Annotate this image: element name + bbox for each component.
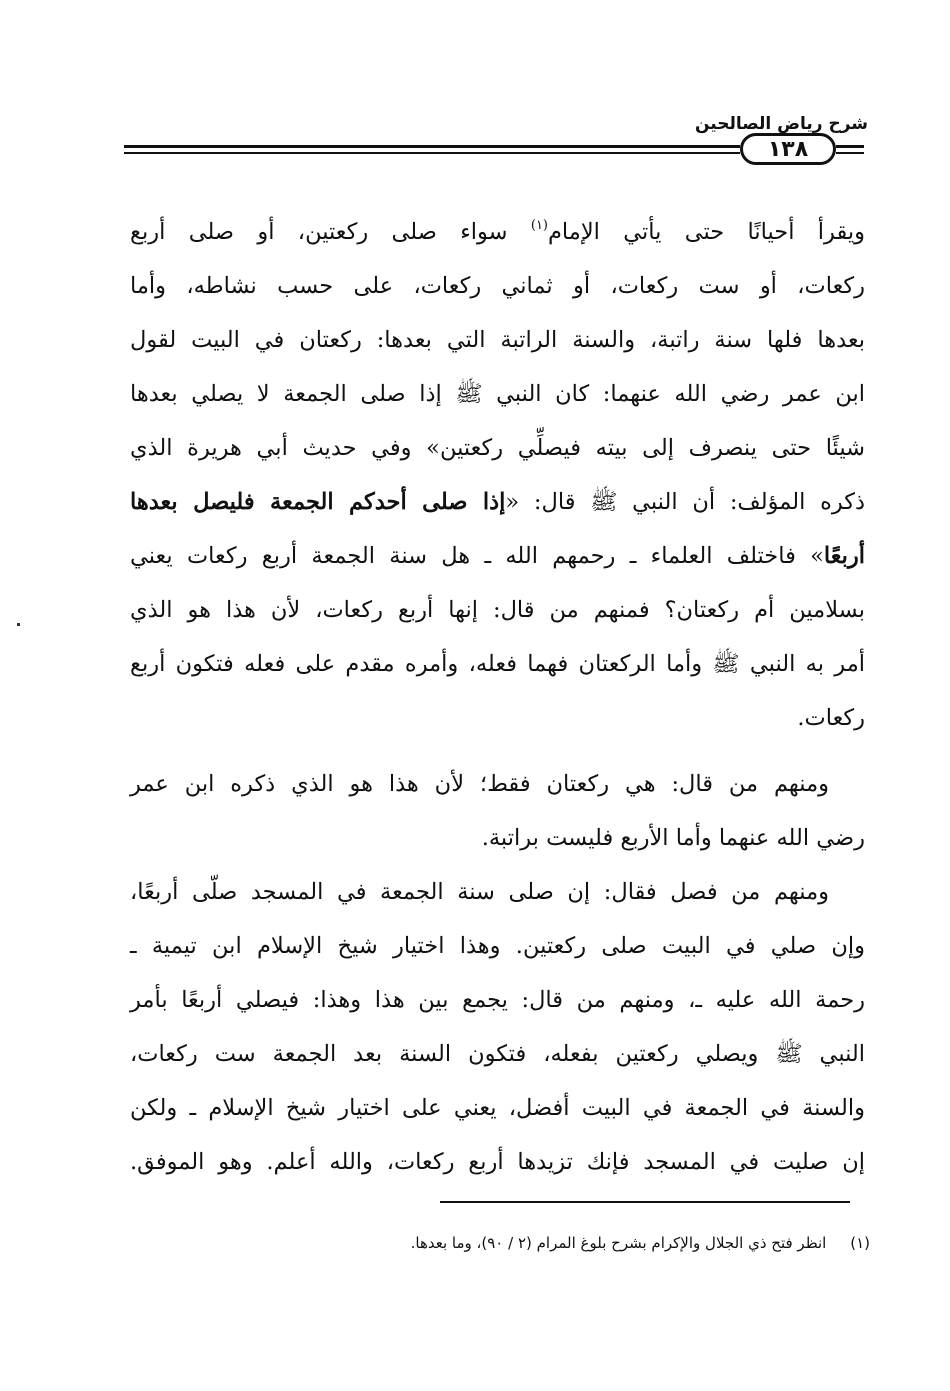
hadith-quote: أربعًا [823, 543, 865, 569]
footnote-text: انظر فتح ذي الجلال والإكرام بشرح بلوغ المرام (٢ / ٩٠)، وما بعدها. [410, 1234, 827, 1252]
text-line: شيئًا حتى ينصرف إلى بيته فيصلِّي ركعتين» وفي حديث أبي هريرة الذي [130, 435, 865, 461]
header-rule-right [836, 145, 864, 148]
text-line: ومنهم من قال: هي ركعتان فقط؛ لأن هذا هو الذي ذكره ابن عمر [130, 771, 829, 797]
body-text [130, 205, 865, 1189]
text-line: ركعات، أو ست ركعات، أو ثماني ركعات، على حسب نشاطه، وأما [130, 273, 865, 299]
header-rule-left [124, 145, 740, 148]
text-line: النبي ﷺ ويصلي ركعتين بفعله، فتكون السنة بعد الجمعة ست ركعات، [130, 1041, 865, 1067]
footnote [170, 1234, 870, 1252]
text-line: بسلامين أم ركعتان؟ فمنهم من قال: إنها أربع ركعات، لأن هذا هو الذي [130, 597, 865, 623]
text-line: والسنة في الجمعة في البيت أفضل، يعني على اختيار شيخ الإسلام ـ ولكن [130, 1095, 865, 1121]
footnote-marker: (١) [850, 1234, 870, 1252]
text-line: رضي الله عنهما وأما الأربع فليست براتبة. [481, 825, 865, 851]
footnote-ref[interactable]: (١) [530, 218, 548, 233]
scan-speck [17, 623, 20, 626]
text-line: ابن عمر رضي الله عنهما: كان النبي ﷺ إذا صلى الجمعة لا يصلي بعدها [130, 381, 865, 407]
text-line: رحمة الله عليه ـ، ومنهم من قال: يجمع بين هذا وهذا: فيصلي أربعًا بأمر [130, 987, 865, 1013]
header-rule-left-thin [124, 152, 740, 154]
text-line: ويقرأ أحيانًا حتى يأتي الإمام$^{(١)}$ سواء صلى ركعتين، أو صلى أربع [130, 218, 865, 245]
page-number: ١٣٨ [740, 133, 836, 165]
text-line: أربعًا» فاختلف العلماء ـ رحمهم الله ـ هل سنة الجمعة أربع ركعات يعني [130, 543, 865, 569]
text-line: وإن صلي في البيت صلى ركعتين. وهذا اختيار شيخ الإسلام ابن تيمية ـ [130, 933, 865, 959]
text-line: إن صليت في المسجد فإنك تزيدها أربع ركعات، والله أعلم. وهو الموفق. [130, 1149, 865, 1175]
text-line: ومنهم من فصل فقال: إن صلى سنة الجمعة في المسجد صلّى أربعًا، [130, 879, 829, 905]
running-title: شرح رياض الصالحين [694, 114, 868, 134]
footnote-separator [440, 1201, 850, 1203]
header-rule-right-thin [836, 152, 864, 154]
text-line: ركعات. [797, 705, 865, 731]
hadith-quote: إذا صلى أحدكم الجمعة فليصل بعدها [130, 489, 506, 515]
text-line: ذكره المؤلف: أن النبي ﷺ قال: «إذا صلى أحدكم الجمعة فليصل بعدها [130, 489, 866, 515]
text-line: بعدها فلها سنة راتبة، والسنة الراتبة التي بعدها: ركعتان في البيت لقول [130, 327, 865, 353]
text-line: أمر به النبي ﷺ وأما الركعتان فهما فعله، وأمره مقدم على فعله فتكون أربع [130, 651, 865, 677]
